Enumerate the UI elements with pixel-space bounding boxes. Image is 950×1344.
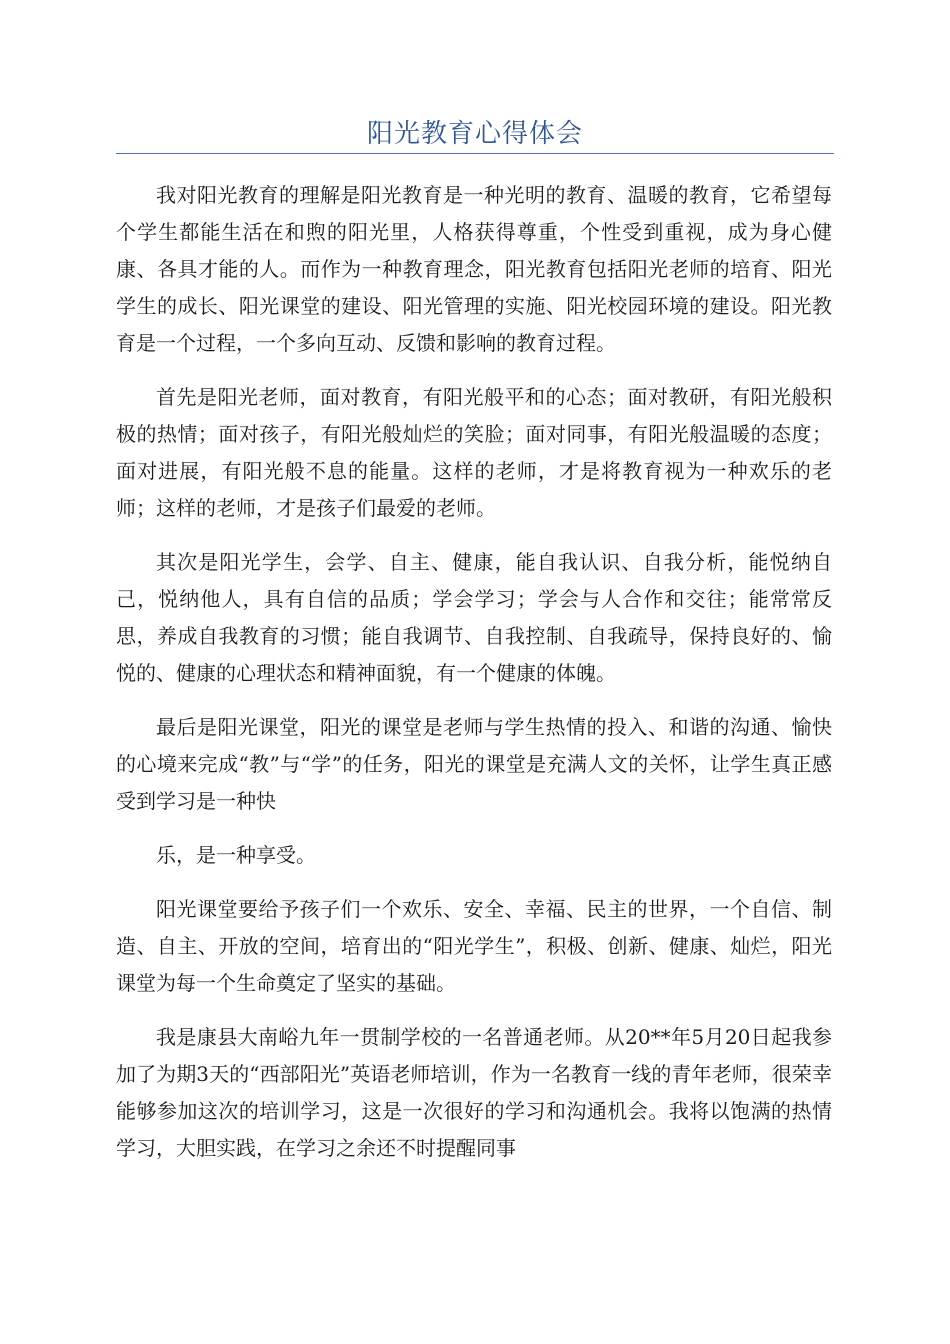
paragraph-3: 其次是阳光学生，会学、自主、健康，能自我认识、自我分析，能悦纳自己，悦纳他人，具有自信的品质；学会学习；学会与人合作和交往；能常常反思，养成自我教育的习惯；能自我调节、自我控制、自我疏导，保持良好的、愉悦的、健康的心理状态和精神面貌，有一个健康的体魄。 bbox=[116, 550, 832, 685]
paragraph-2: 首先是阳光老师，面对教育，有阳光般平和的心态；面对教研，有阳光般积极的热情；面对孩子，有阳光般灿烂的笑脸；面对同事，有阳光般温暖的态度；面对进展，有阳光般不息的能量。这样的老师，才是将教育视为一种欢乐的老师；这样的老师，才是孩子们最爱的老师。 bbox=[116, 385, 832, 520]
document-title: 阳光教育心得体会 bbox=[366, 119, 583, 149]
paragraph-5: 乐，是一种享受。 bbox=[156, 843, 316, 867]
paragraph-6: 阳光课堂要给予孩子们一个欢乐、安全、幸福、民主的世界，一个自信、制造、自主、开放的空间，培育出的“阳光学生”，积极、创新、健康、灿烂，阳光课堂为每一个生命奠定了坚实的基础。 bbox=[116, 897, 832, 995]
paragraph-7: 我是康县大南峪九年一贯制学校的一名普通老师。从20**年5月20日起我参加了为期3天的“西部阳光”英语老师培训，作为一名教育一线的青年老师，很荣幸能够参加这次的培训学习，这是一次很好的学习和沟通机会。我将以饱满的热情学习，大胆实践，在学习之余还不时提醒同事 bbox=[116, 1025, 832, 1160]
paragraph-4: 最后是阳光课堂，阳光的课堂是老师与学生热情的投入、和谐的沟通、愉快的心境来完成“教”与“学”的任务，阳光的课堂是充满人文的关怀，让学生真正感受到学习是一种快 bbox=[116, 715, 832, 813]
document-body bbox=[116, 177, 832, 1184]
title-underline bbox=[116, 153, 834, 154]
paragraph-1: 我对阳光教育的理解是阳光教育是一种光明的教育、温暖的教育，它希望每个学生都能生活在和煦的阳光里，人格获得尊重，个性受到重视，成为身心健康、各具才能的人。而作为一种教育理念，阳光教育包括阳光老师的培育、阳光学生的成长、阳光课堂的建设、阳光管理的实施、阳光校园环境的建设。阳光教育是一个过程，一个多向互动、反馈和影响的教育过程。 bbox=[116, 183, 832, 355]
